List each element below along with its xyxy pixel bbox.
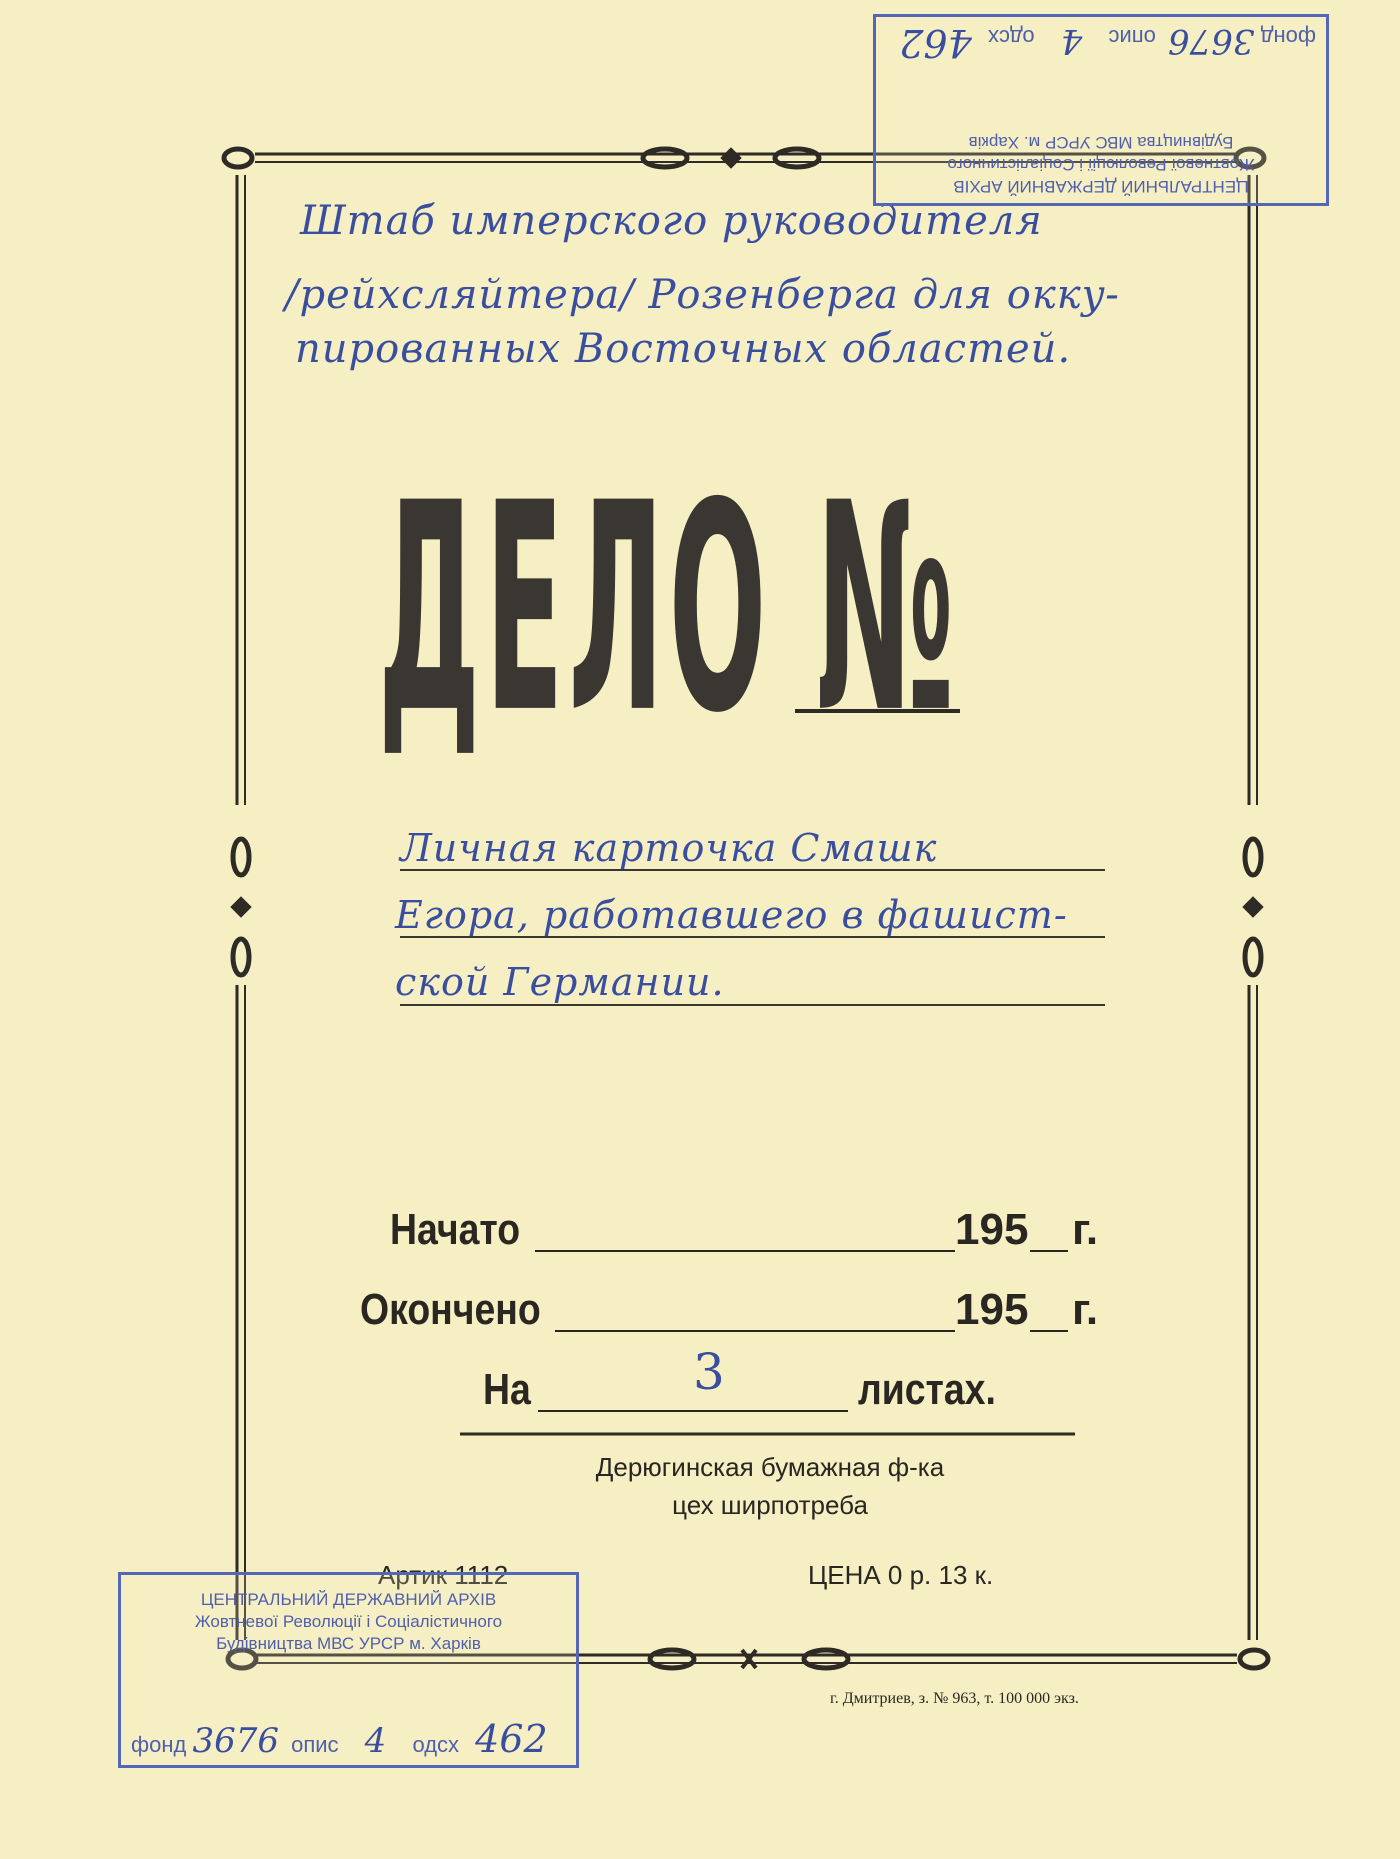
stamp-bottom-unit-value: 462 — [475, 1717, 548, 1761]
stamp-bottom-unit-label: одсх — [412, 1732, 460, 1757]
sheets-label: На — [483, 1365, 531, 1414]
handwritten-header-line3: пированных Восточных областей. — [295, 326, 1072, 372]
sheets-value: 3 — [693, 1343, 725, 1401]
started-label: Начато — [390, 1205, 521, 1254]
stamp-bottom-line1: ЦЕНТРАЛЬНИЙ ДЕРЖАВНИЙ АРХІВ — [200, 1590, 497, 1609]
handwritten-header-line2: /рейхсляйтера/ Розенберга для оккy- — [285, 272, 1120, 318]
archive-stamp-bottom — [118, 1572, 579, 1768]
handwritten-subject-line3: ской Германии. — [395, 960, 725, 1004]
stamp-top-opis-value: 4 — [1060, 21, 1083, 61]
ended-year-rule — [1030, 1330, 1068, 1332]
sheets-suffix: листах. — [858, 1365, 996, 1414]
stamp-top-unit-value: 462 — [899, 21, 972, 65]
document-title: ДЕЛО № — [378, 443, 960, 778]
ended-label: Окончено — [360, 1285, 541, 1334]
sheets-rule — [538, 1410, 848, 1412]
archive-stamp-top — [873, 14, 1329, 206]
handwritten-header-line1: Штаб имперского руководителя — [300, 198, 1043, 244]
stamp-bottom-line2: Жовтневої Революції і Соціалістичного — [194, 1612, 503, 1631]
started-suffix: г. — [1072, 1205, 1099, 1254]
started-rule — [535, 1250, 955, 1252]
stamp-top-fond-label: фонд — [1260, 25, 1316, 50]
started-year-rule — [1030, 1250, 1068, 1252]
stamp-top-line1: ЦЕНТРАЛЬНИЙ ДЕРЖАВНИЙ АРХІВ — [953, 177, 1249, 196]
handwritten-subject-line1: Личная карточка Смашк — [400, 826, 938, 870]
imprint-article: Артик 1112 — [378, 1560, 509, 1590]
ended-rule — [555, 1330, 955, 1332]
stamp-bottom-opis-value: 4 — [364, 1721, 387, 1761]
stamp-top-line3: Будівництва МВС УРСР м. Харків — [968, 133, 1234, 152]
stamp-bottom-opis-label: опис — [291, 1732, 339, 1757]
stamp-bottom-line3: Будівництва МВС УРСР м. Харків — [216, 1634, 481, 1653]
ended-year: 195 — [955, 1285, 1029, 1334]
stamp-top-numbers — [876, 21, 1326, 65]
stamp-top-line2: Жовтневої Революції і Соціалістичного — [947, 155, 1255, 174]
stamp-bottom-fond-label: фонд — [131, 1732, 187, 1757]
handwritten-subject-line2: Егора, работавшего в фашист- — [395, 893, 1068, 937]
stamp-bottom-numbers — [121, 1717, 576, 1761]
stamp-bottom-fond-value: 3676 — [192, 1721, 279, 1761]
imprint-workshop: цех ширпотреба — [672, 1490, 868, 1520]
imprint-price: ЦЕНА 0 р. 13 к. — [808, 1560, 994, 1590]
stamp-top-unit-label: одсх — [987, 25, 1035, 50]
started-year: 195 — [955, 1205, 1029, 1254]
ended-suffix: г. — [1072, 1285, 1099, 1334]
stamp-top-opis-label: опис — [1108, 25, 1156, 50]
imprint-printer: г. Дмитриев, з. № 963, т. 100 000 экз. — [830, 1690, 1079, 1707]
imprint-factory: Дерюгинская бумажная ф-ка — [595, 1452, 945, 1482]
stamp-top-fond-value: 3676 — [1168, 21, 1255, 61]
